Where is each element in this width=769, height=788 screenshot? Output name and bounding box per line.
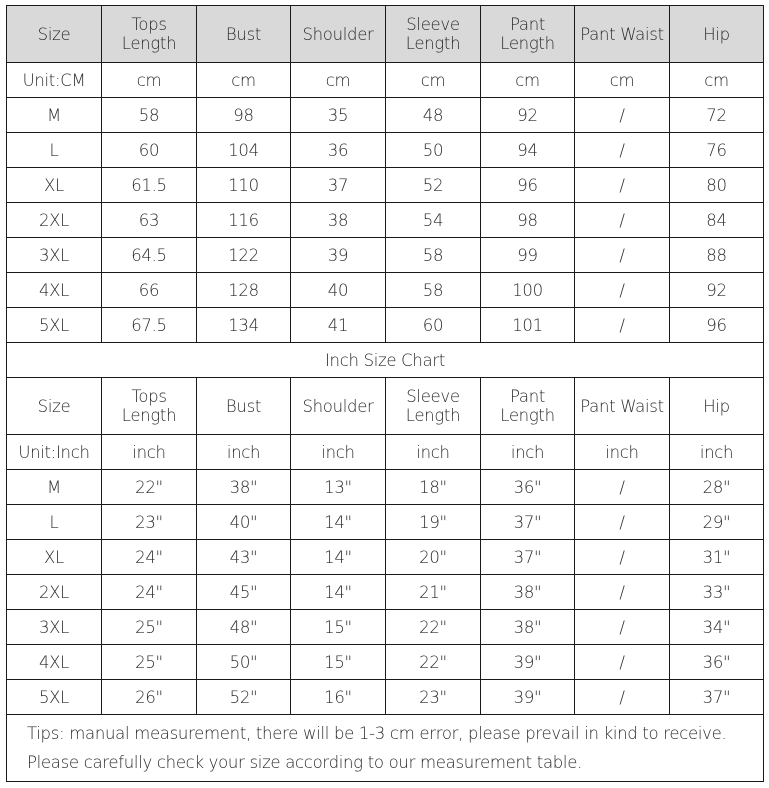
table-row xyxy=(7,540,764,575)
column-header xyxy=(7,6,102,63)
column-header-text: Hip xyxy=(703,24,730,44)
column-header-text: Sleeve xyxy=(406,15,460,34)
column-header xyxy=(7,378,102,435)
column-header-text: Length xyxy=(405,34,461,53)
measurement-cell: 72 xyxy=(670,98,764,133)
column-header xyxy=(575,378,670,435)
size-cell: 4XL xyxy=(7,273,102,308)
column-header xyxy=(575,6,670,63)
measurement-cell: 80 xyxy=(670,168,764,203)
measurement-cell: 39" xyxy=(481,645,575,680)
measurement-cell: 48" xyxy=(197,610,291,645)
size-cell: 3XL xyxy=(7,238,102,273)
column-header xyxy=(102,378,197,435)
measurement-cell: 22" xyxy=(102,470,197,505)
column-header xyxy=(481,6,575,63)
unit-cell: cm xyxy=(197,63,291,98)
column-header-text: Sleeve xyxy=(406,387,460,406)
measurement-cell: 128 xyxy=(197,273,291,308)
unit-cell: inch xyxy=(291,435,386,470)
measurement-cell: 50" xyxy=(197,645,291,680)
column-header-text: Hip xyxy=(703,396,730,416)
table-row xyxy=(7,133,764,168)
column-header-text: Shoulder xyxy=(302,24,374,44)
column-header-text: Length xyxy=(500,406,555,425)
measurement-cell: 110 xyxy=(197,168,291,203)
measurement-cell: / xyxy=(575,575,670,610)
size-cell: L xyxy=(7,505,102,540)
size-cell: M xyxy=(7,98,102,133)
measurement-cell: 22" xyxy=(386,645,481,680)
measurement-cell: 98 xyxy=(481,203,575,238)
size-cell: L xyxy=(7,133,102,168)
measurement-cell: 39" xyxy=(481,680,575,715)
measurement-cell: 25" xyxy=(102,645,197,680)
measurement-cell: / xyxy=(575,645,670,680)
column-header-text: Length xyxy=(121,406,177,425)
measurement-cell: 24" xyxy=(102,575,197,610)
measurement-cell: 19" xyxy=(386,505,481,540)
size-cell: 3XL xyxy=(7,610,102,645)
measurement-cell: 31" xyxy=(670,540,764,575)
measurement-cell: 18" xyxy=(386,470,481,505)
table-row xyxy=(7,575,764,610)
measurement-cell: 38" xyxy=(197,470,291,505)
table-row xyxy=(7,98,764,133)
measurement-cell: 36" xyxy=(670,645,764,680)
unit-cell: inch xyxy=(197,435,291,470)
measurement-cell: / xyxy=(575,470,670,505)
table-row xyxy=(7,273,764,308)
size-chart xyxy=(6,5,763,782)
measurement-cell: 36" xyxy=(481,470,575,505)
unit-row xyxy=(7,63,764,98)
measurement-cell: 14" xyxy=(291,505,386,540)
column-header xyxy=(386,6,481,63)
measurement-cell: / xyxy=(575,133,670,168)
column-header-text: Tops xyxy=(131,15,167,34)
measurement-cell: 40 xyxy=(291,273,386,308)
measurement-cell: 45" xyxy=(197,575,291,610)
column-header xyxy=(102,6,197,63)
measurement-cell: 92 xyxy=(670,273,764,308)
measurement-cell: 99 xyxy=(481,238,575,273)
cm-header-row xyxy=(7,6,764,63)
unit-cell: inch xyxy=(670,435,764,470)
measurement-cell: 20" xyxy=(386,540,481,575)
measurement-cell: 100 xyxy=(481,273,575,308)
measurement-cell: 64.5 xyxy=(102,238,197,273)
measurement-cell: 76 xyxy=(670,133,764,168)
size-cell: 5XL xyxy=(7,680,102,715)
measurement-cell: 101 xyxy=(481,308,575,343)
column-header-text: Size xyxy=(37,396,71,416)
measurement-cell: 94 xyxy=(481,133,575,168)
column-header-text: Length xyxy=(500,34,555,53)
measurement-cell: 96 xyxy=(670,308,764,343)
table-row xyxy=(7,470,764,505)
measurement-cell: 38" xyxy=(481,610,575,645)
measurement-cell: 92 xyxy=(481,98,575,133)
table-row xyxy=(7,168,764,203)
column-header xyxy=(386,378,481,435)
column-header xyxy=(291,378,386,435)
measurement-cell: / xyxy=(575,610,670,645)
table-row xyxy=(7,645,764,680)
measurement-cell: 52 xyxy=(386,168,481,203)
size-chart-table xyxy=(6,5,764,782)
measurement-cell: 60 xyxy=(386,308,481,343)
measurement-cell: 35 xyxy=(291,98,386,133)
size-cell: M xyxy=(7,470,102,505)
measurement-cell: 33" xyxy=(670,575,764,610)
unit-cell: cm xyxy=(386,63,481,98)
measurement-cell: / xyxy=(575,98,670,133)
measurement-cell: 98 xyxy=(197,98,291,133)
size-cell: 4XL xyxy=(7,645,102,680)
column-header xyxy=(670,378,764,435)
measurement-cell: 34" xyxy=(670,610,764,645)
measurement-cell: 88 xyxy=(670,238,764,273)
column-header xyxy=(291,6,386,63)
unit-cell: Unit:CM xyxy=(7,63,102,98)
table-row xyxy=(7,238,764,273)
measurement-cell: / xyxy=(575,308,670,343)
unit-cell: cm xyxy=(102,63,197,98)
measurement-cell: 22" xyxy=(386,610,481,645)
unit-cell: inch xyxy=(102,435,197,470)
measurement-cell: / xyxy=(575,505,670,540)
measurement-cell: 40" xyxy=(197,505,291,540)
unit-cell: cm xyxy=(575,63,670,98)
size-cell: 5XL xyxy=(7,308,102,343)
column-header xyxy=(481,378,575,435)
unit-cell: cm xyxy=(291,63,386,98)
table-row xyxy=(7,610,764,645)
size-cell: 2XL xyxy=(7,575,102,610)
measurement-cell: / xyxy=(575,203,670,238)
measurement-cell: 58 xyxy=(386,273,481,308)
unit-cell: Unit:Inch xyxy=(7,435,102,470)
measurement-cell: 37" xyxy=(481,505,575,540)
measurement-cell: 29" xyxy=(670,505,764,540)
table-row xyxy=(7,308,764,343)
column-header xyxy=(197,6,291,63)
inch-title-row xyxy=(7,343,764,378)
measurement-cell: / xyxy=(575,680,670,715)
table-row xyxy=(7,203,764,238)
measurement-cell: 50 xyxy=(386,133,481,168)
column-header-text: Size xyxy=(37,24,71,44)
measurement-cell: 84 xyxy=(670,203,764,238)
size-chart-body xyxy=(7,6,764,782)
table-row xyxy=(7,680,764,715)
measurement-cell: 41 xyxy=(291,308,386,343)
table-row xyxy=(7,505,764,540)
column-header-text: Length xyxy=(405,406,461,425)
measurement-cell: / xyxy=(575,540,670,575)
measurement-cell: 37" xyxy=(670,680,764,715)
measurement-cell: 96 xyxy=(481,168,575,203)
measurement-cell: 16" xyxy=(291,680,386,715)
unit-cell: cm xyxy=(481,63,575,98)
column-header-text: Pant xyxy=(509,15,546,34)
measurement-cell: 66 xyxy=(102,273,197,308)
measurement-cell: 122 xyxy=(197,238,291,273)
measurement-cell: 134 xyxy=(197,308,291,343)
measurement-cell: 39 xyxy=(291,238,386,273)
measurement-cell: 14" xyxy=(291,575,386,610)
tips-row xyxy=(7,715,764,782)
size-cell: XL xyxy=(7,168,102,203)
unit-cell: inch xyxy=(481,435,575,470)
column-header-text: Bust xyxy=(225,24,262,44)
unit-cell: cm xyxy=(670,63,764,98)
measurement-cell: 116 xyxy=(197,203,291,238)
measurement-cell: 25" xyxy=(102,610,197,645)
measurement-cell: 37 xyxy=(291,168,386,203)
size-cell: 2XL xyxy=(7,203,102,238)
measurement-cell: / xyxy=(575,238,670,273)
measurement-cell: / xyxy=(575,273,670,308)
measurement-cell: 61.5 xyxy=(102,168,197,203)
measurement-cell: / xyxy=(575,168,670,203)
tips-line-2: Please carefully check your size according to our measurement table. xyxy=(27,753,583,772)
measurement-cell: 58 xyxy=(102,98,197,133)
unit-cell: inch xyxy=(575,435,670,470)
measurement-cell: 58 xyxy=(386,238,481,273)
unit-cell: inch xyxy=(386,435,481,470)
measurement-cell: 23" xyxy=(102,505,197,540)
measurement-cell: 15" xyxy=(291,645,386,680)
tips-cell xyxy=(7,715,764,782)
measurement-cell: 26" xyxy=(102,680,197,715)
column-header-text: Length xyxy=(121,34,177,53)
column-header-text: Pant Waist xyxy=(580,24,664,44)
measurement-cell: 38 xyxy=(291,203,386,238)
column-header-text: Pant Waist xyxy=(580,396,664,416)
measurement-cell: 15" xyxy=(291,610,386,645)
measurement-cell: 48 xyxy=(386,98,481,133)
column-header xyxy=(670,6,764,63)
measurement-cell: 36 xyxy=(291,133,386,168)
measurement-cell: 21" xyxy=(386,575,481,610)
measurement-cell: 24" xyxy=(102,540,197,575)
unit-row xyxy=(7,435,764,470)
measurement-cell: 60 xyxy=(102,133,197,168)
measurement-cell: 13" xyxy=(291,470,386,505)
column-header-text: Tops xyxy=(131,387,167,406)
column-header-text: Pant xyxy=(509,387,546,406)
column-header-text: Bust xyxy=(225,396,262,416)
measurement-cell: 14" xyxy=(291,540,386,575)
measurement-cell: 43" xyxy=(197,540,291,575)
measurement-cell: 28" xyxy=(670,470,764,505)
size-cell: XL xyxy=(7,540,102,575)
measurement-cell: 104 xyxy=(197,133,291,168)
measurement-cell: 38" xyxy=(481,575,575,610)
measurement-cell: 67.5 xyxy=(102,308,197,343)
inch-header-row xyxy=(7,378,764,435)
measurement-cell: 23" xyxy=(386,680,481,715)
measurement-cell: 37" xyxy=(481,540,575,575)
inch-size-chart-title: Inch Size Chart xyxy=(7,343,764,378)
measurement-cell: 63 xyxy=(102,203,197,238)
column-header-text: Shoulder xyxy=(302,396,374,416)
measurement-cell: 54 xyxy=(386,203,481,238)
column-header xyxy=(197,378,291,435)
tips-line-1: Tips: manual measurement, there will be 1-3 cm error, please prevail in kind to receive. xyxy=(27,724,727,743)
measurement-cell: 52" xyxy=(197,680,291,715)
